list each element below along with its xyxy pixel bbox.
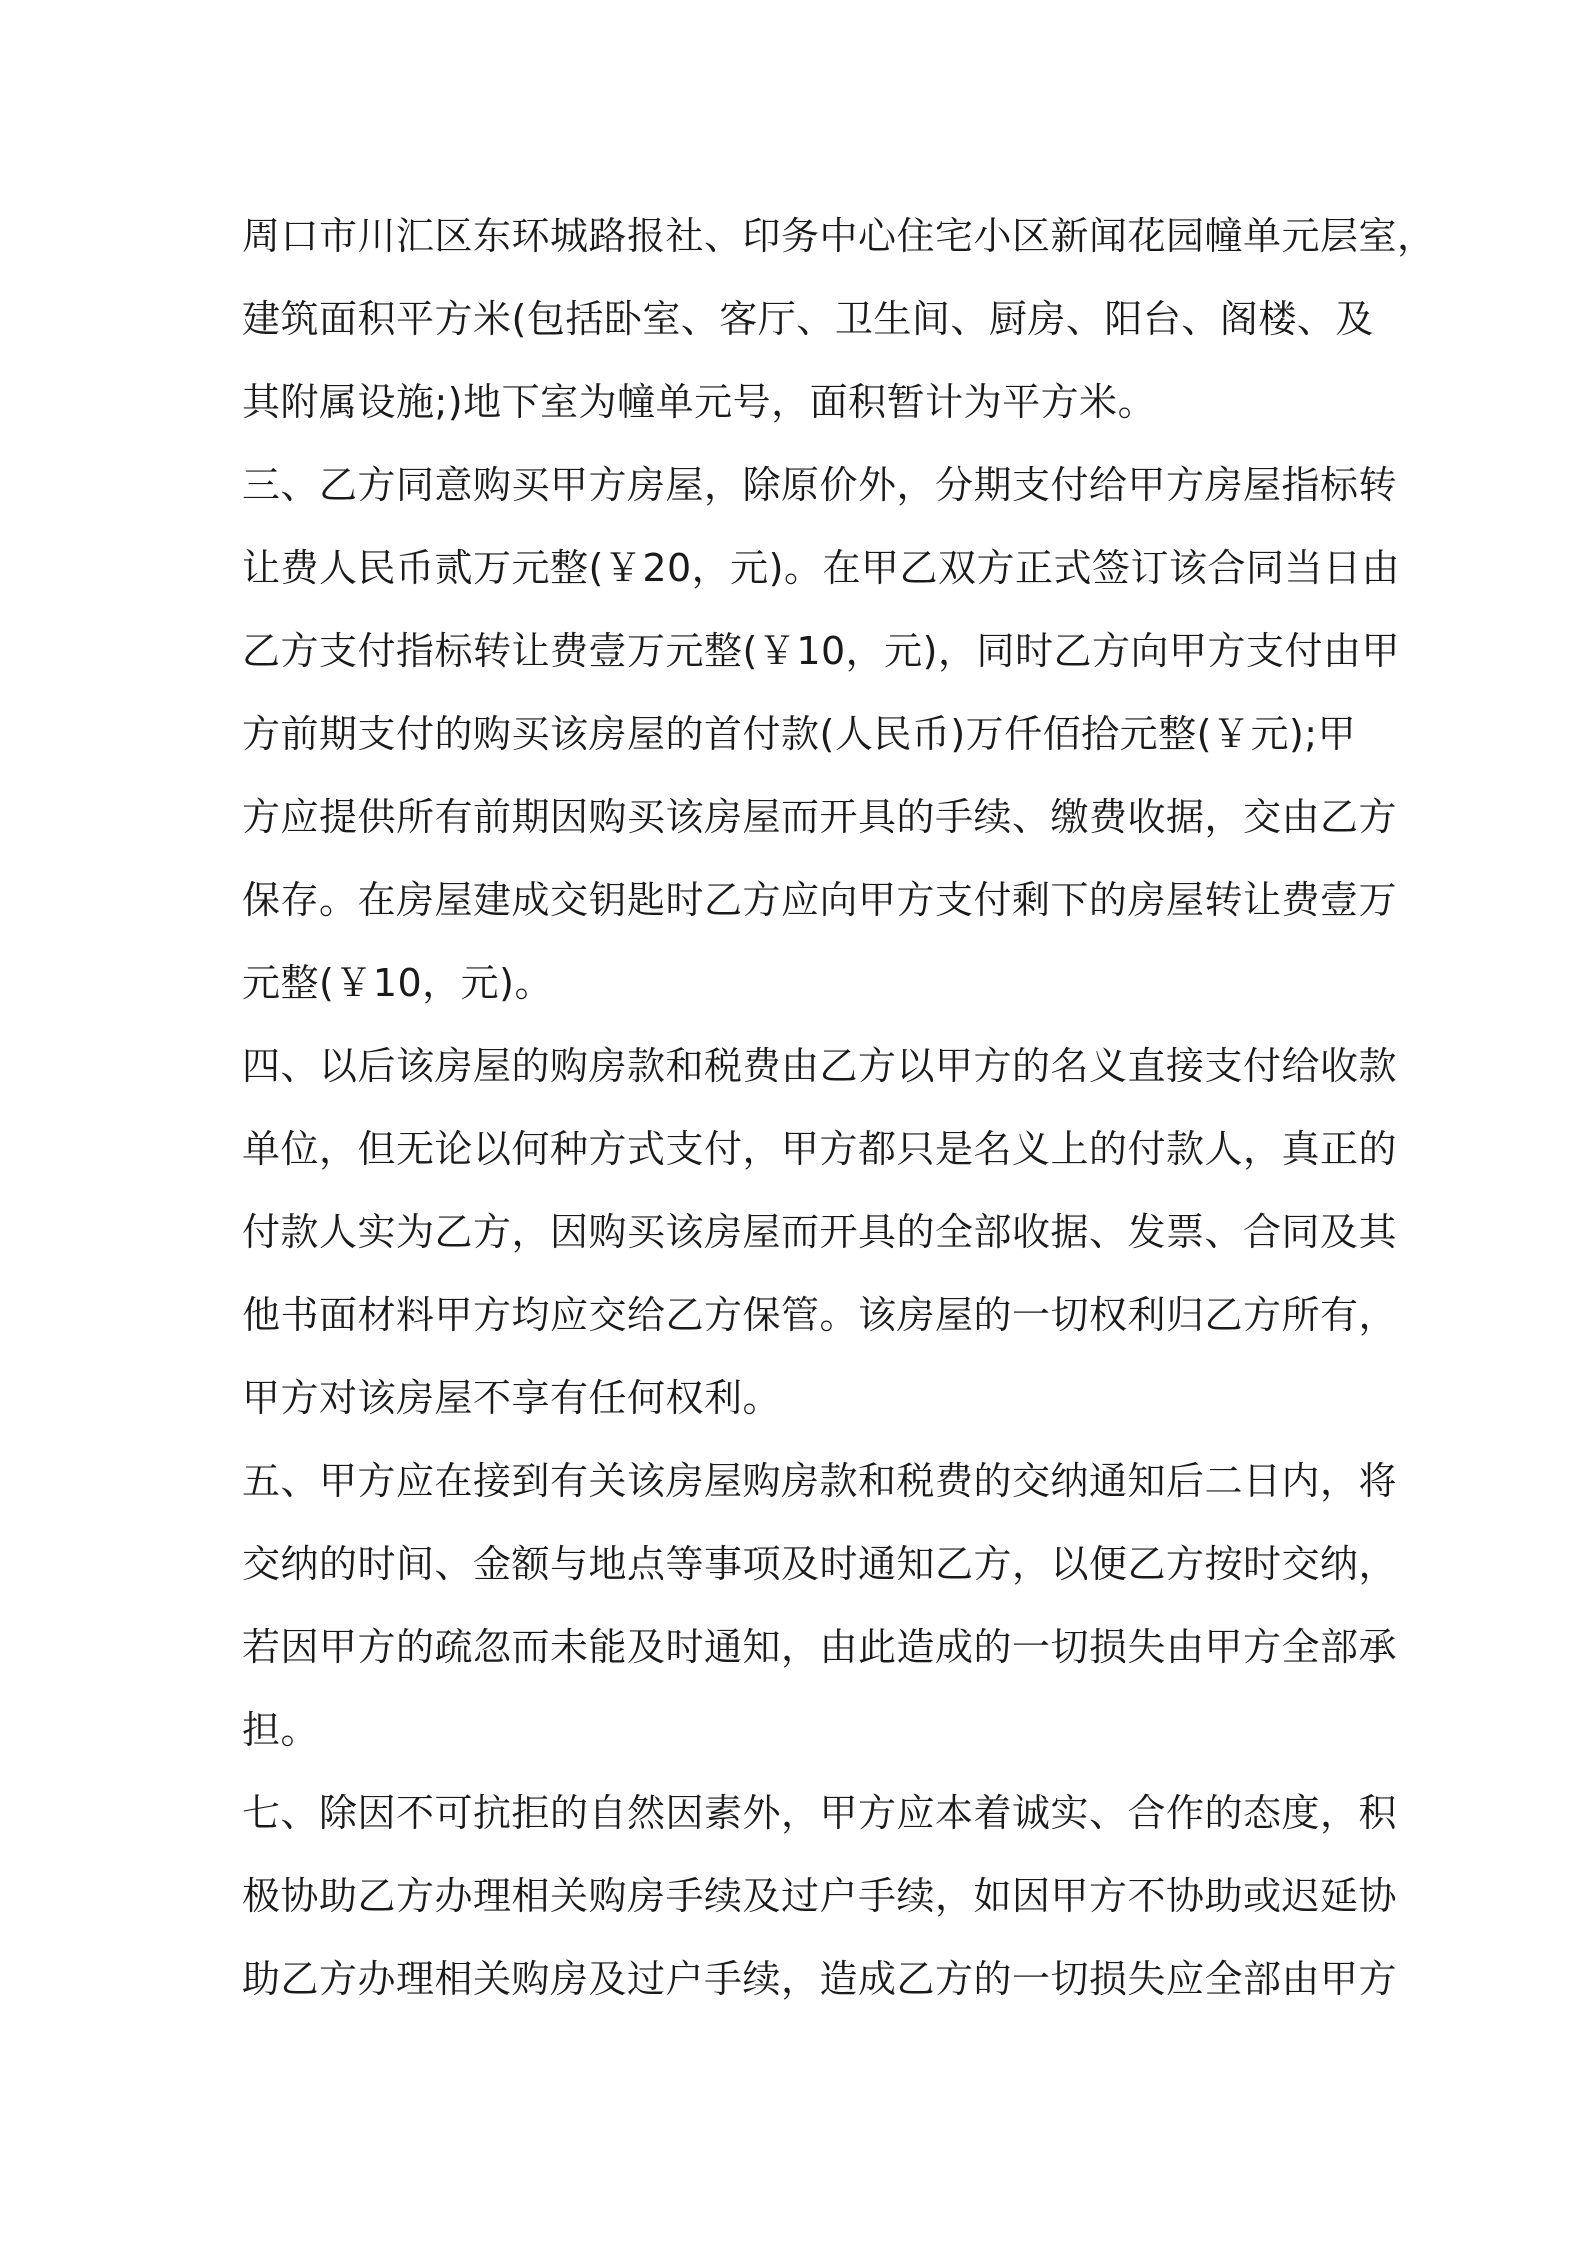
text-line: 极协助乙方办理相关购房手续及过户手续，如因甲方不协助或迟延协 bbox=[242, 1874, 1398, 1918]
text-line: 四、以后该房屋的购房款和税费由乙方以甲方的名义直接支付给收款 bbox=[242, 1044, 1398, 1088]
text-line: 单位，但无论以何种方式支付，甲方都只是名义上的付款人，真正的 bbox=[242, 1127, 1398, 1171]
text-line: 建筑面积平方米(包括卧室、客厅、卫生间、厨房、阳台、阁楼、及 bbox=[242, 297, 1374, 341]
text-line: 方前期支付的购买该房屋的首付款(人民币)万仟佰拾元整(￥元);甲 bbox=[242, 712, 1357, 756]
text-line: 三、乙方同意购买甲方房屋，除原价外，分期支付给甲方房屋指标转 bbox=[242, 463, 1398, 507]
text-line: 七、除因不可抗拒的自然因素外，甲方应本着诚实、合作的态度，积 bbox=[242, 1791, 1398, 1835]
text-line: 他书面材料甲方均应交给乙方保管。该房屋的一切权利归乙方所有， bbox=[242, 1293, 1398, 1337]
text-line: 交纳的时间、金额与地点等事项及时通知乙方，以便乙方按时交纳， bbox=[242, 1542, 1398, 1586]
text-line: 若因甲方的疏忽而未能及时通知，由此造成的一切损失由甲方全部承 bbox=[242, 1625, 1398, 1669]
text-line: 五、甲方应在接到有关该房屋购房款和税费的交纳通知后二日内，将 bbox=[242, 1459, 1398, 1503]
text-line: 保存。在房屋建成交钥匙时乙方应向甲方支付剩下的房屋转让费壹万 bbox=[242, 878, 1398, 922]
text-line: 甲方对该房屋不享有任何权利。 bbox=[242, 1376, 782, 1420]
text-line: 方应提供所有前期因购买该房屋而开具的手续、缴费收据，交由乙方 bbox=[242, 795, 1398, 839]
contract-text bbox=[242, 195, 1436, 2021]
text-line: 周口市川汇区东环城路报社、印务中心住宅小区新闻花园幢单元层室， bbox=[242, 214, 1436, 258]
text-line: 付款人实为乙方，因购买该房屋而开具的全部收据、发票、合同及其 bbox=[242, 1210, 1398, 1254]
text-line: 助乙方办理相关购房及过户手续，造成乙方的一切损失应全部由甲方 bbox=[242, 1957, 1398, 2001]
text-line: 让费人民币贰万元整(￥20，元)。在甲乙双方正式签订该合同当日由 bbox=[242, 546, 1401, 590]
text-line: 元整(￥10，元)。 bbox=[242, 961, 554, 1005]
text-line: 担。 bbox=[242, 1708, 320, 1752]
text-line: 乙方支付指标转让费壹万元整(￥10，元)，同时乙方向甲方支付由甲 bbox=[242, 629, 1401, 673]
text-line: 其附属设施;)地下室为幢单元号，面积暂计为平方米。 bbox=[242, 380, 1157, 424]
